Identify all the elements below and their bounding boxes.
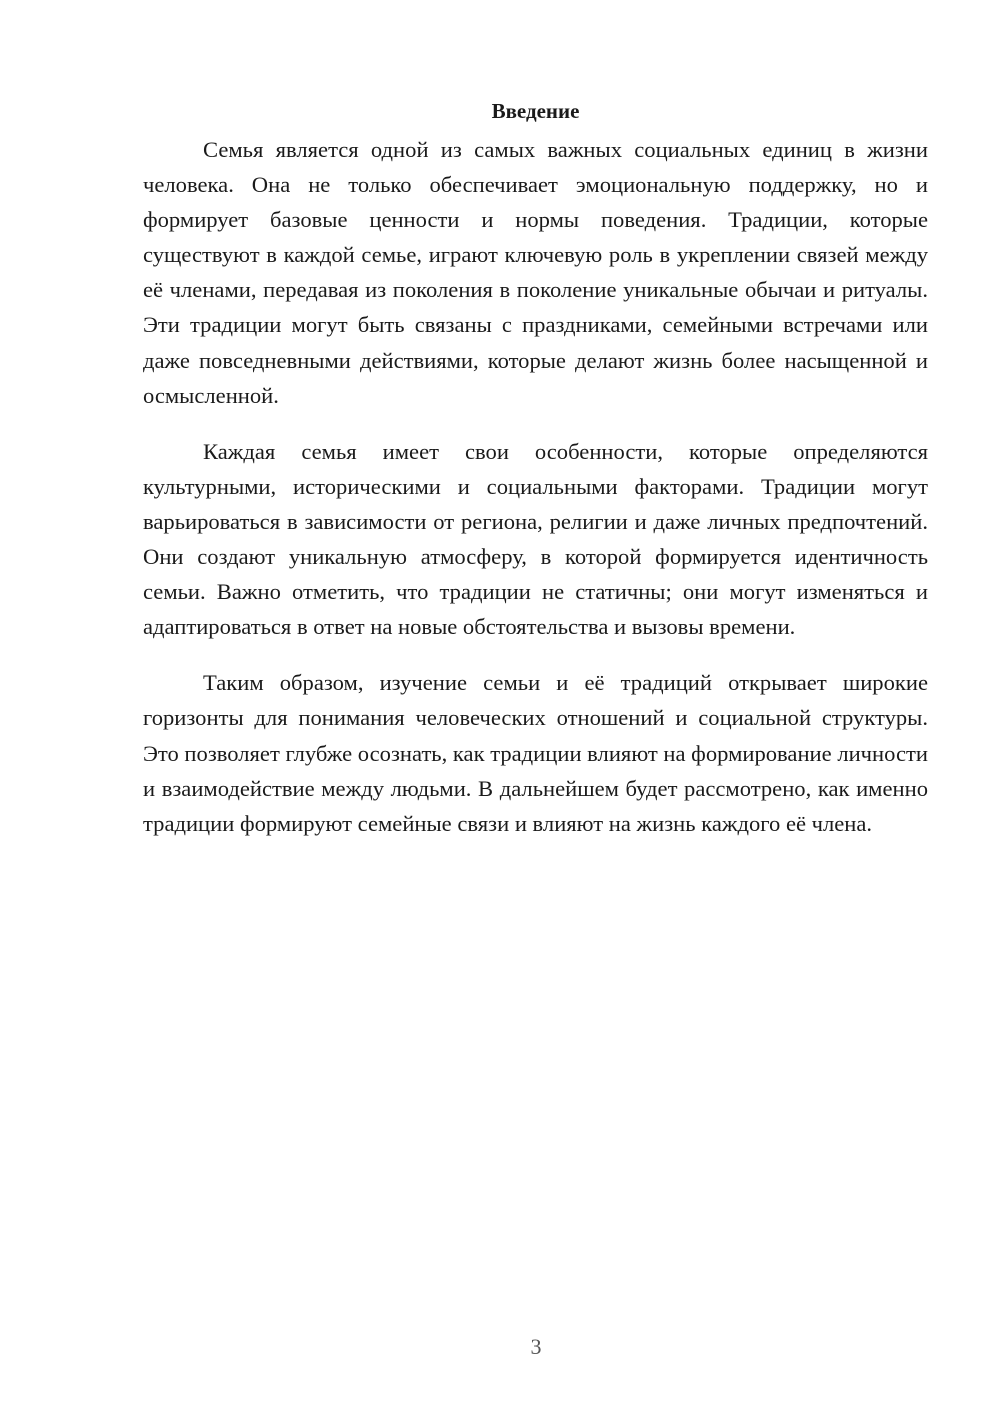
section-heading: Введение [491, 99, 580, 123]
page-content [143, 94, 928, 862]
page-number: 3 [530, 1334, 542, 1359]
paragraph-2: Каждая семья имеет свои особенности, которые определяются культурными, историческими и социальными факторами. Традиции могут варьироваться в зависимости от региона, религии и даже личных предпочтений. Они создают уникальную атмосферу, в которой формируется идентичность семьи. Важно отметить, что традиции не статичны; они могут изменяться и адаптироваться в ответ на новые обстоятельства и вызовы времени. [143, 438, 928, 640]
paragraph-3: Таким образом, изучение семьи и её традиций открывает широкие горизонты для понимания человеческих отношений и социальной структуры. Это позволяет глубже осознать, как традиции влияют на формирование личности и взаимодействие между людьми. В дальнейшем будет рассмотрено, как именно традиции формируют семейные связи и влияют на жизнь каждого её члена. [143, 670, 928, 836]
paragraph-1: Семья является одной из самых важных социальных единиц в жизни человека. Она не только обеспечивает эмоциональную поддержку, но и формирует базовые ценности и нормы поведения. Традиции, которые существуют в каждой семье, играют ключевую роль в укреплении связей между её членами, передавая из поколения в поколение уникальные обычаи и ритуалы. Эти традиции могут быть связаны с праздниками, семейными встречами или даже повседневными действиями, которые делают жизнь более насыщенной и осмысленной. [143, 137, 928, 408]
